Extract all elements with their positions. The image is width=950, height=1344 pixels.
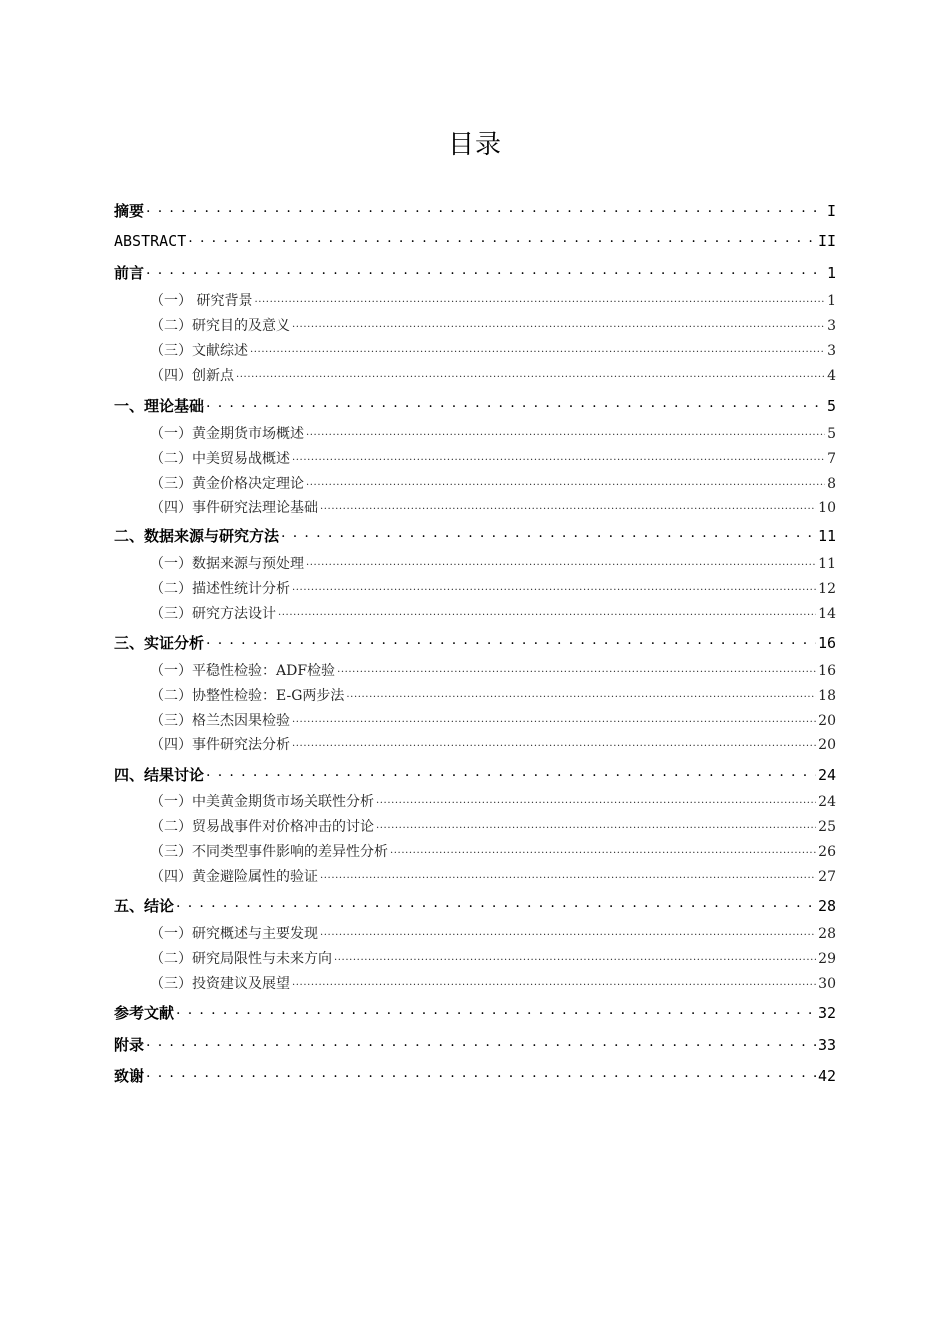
toc-leader-dots xyxy=(320,867,816,881)
toc-entry-label: （四）事件研究法理论基础 xyxy=(150,500,318,516)
toc-entry-label: 参考文献 xyxy=(114,1004,175,1022)
toc-page-number: 11 xyxy=(818,556,836,572)
toc-page-number: 5 xyxy=(826,397,836,415)
toc-page-number: 33 xyxy=(817,1036,836,1054)
toc-entry-label: （三）研究方法设计 xyxy=(150,606,276,622)
toc-entry-label: （四）创新点 xyxy=(150,368,234,384)
toc-leader-dots xyxy=(306,424,825,438)
toc-entry-label: （一）平稳性检验：ADF检验 xyxy=(150,663,336,679)
toc-page-number: 30 xyxy=(818,976,836,992)
toc-page-number: 1 xyxy=(827,293,836,309)
toc-entry-label: 二、数据来源与研究方法 xyxy=(114,527,280,545)
toc-entry-label: （一）黄金期货市场概述 xyxy=(150,426,304,442)
toc-entry-label: 四、结果讨论 xyxy=(114,766,205,784)
toc-section-entry[interactable] xyxy=(150,423,836,441)
toc-page-number: 8 xyxy=(827,476,836,492)
toc-section-entry[interactable] xyxy=(150,948,836,966)
toc-section-entry[interactable] xyxy=(150,973,836,991)
toc-page-number: 20 xyxy=(818,737,836,753)
toc-leader-dots xyxy=(254,291,825,305)
toc-leader-dots xyxy=(188,231,816,246)
toc-page-number: 29 xyxy=(818,951,836,967)
toc-entry-label: （三）投资建议及展望 xyxy=(150,976,290,992)
toc-page-number: 20 xyxy=(818,713,836,729)
toc-page-number: 18 xyxy=(818,688,836,704)
toc-chapter-entry[interactable] xyxy=(114,262,836,282)
toc-page-number: 32 xyxy=(817,1004,836,1022)
toc-chapter-entry[interactable] xyxy=(114,395,836,415)
toc-page-number: 42 xyxy=(817,1067,836,1085)
toc-section-entry[interactable] xyxy=(150,841,836,859)
toc-entry-label: （四）黄金避险属性的验证 xyxy=(150,869,318,885)
toc-leader-dots xyxy=(236,366,825,380)
toc-page-number: 10 xyxy=(818,500,836,516)
toc-leader-dots xyxy=(176,896,816,911)
toc-leader-dots xyxy=(146,1035,816,1050)
toc-section-entry[interactable] xyxy=(150,734,836,752)
toc-entry-label: ABSTRACT xyxy=(114,232,187,250)
page-title: 目录 xyxy=(447,130,502,160)
toc-entry-label: （四）事件研究法分析 xyxy=(150,737,290,753)
toc-page-number: 28 xyxy=(817,897,836,915)
toc-leader-dots xyxy=(390,842,816,856)
toc-leader-dots xyxy=(292,974,816,988)
toc-entry-label: （二）贸易战事件对价格冲击的讨论 xyxy=(150,819,374,835)
toc-page-number: II xyxy=(817,232,836,250)
toc-entry-label: （三）不同类型事件影响的差异性分析 xyxy=(150,844,388,860)
toc-chapter-entry[interactable] xyxy=(114,1002,836,1022)
toc-leader-dots xyxy=(320,924,816,938)
toc-leader-dots xyxy=(206,633,816,648)
toc-entry-label: （三）黄金价格决定理论 xyxy=(150,476,304,492)
toc-leader-dots xyxy=(376,792,816,806)
toc-page-number: 16 xyxy=(817,634,836,652)
toc-chapter-entry[interactable] xyxy=(114,895,836,915)
toc-section-entry[interactable] xyxy=(150,866,836,884)
toc-leader-dots xyxy=(281,526,816,541)
toc-entry-label: 摘要 xyxy=(114,202,145,220)
toc-entry-label: （一）数据来源与预处理 xyxy=(150,556,304,572)
toc-leader-dots xyxy=(337,661,816,675)
toc-page-number: 14 xyxy=(818,606,836,622)
toc-leader-dots xyxy=(306,554,816,568)
toc-leader-dots xyxy=(346,686,816,700)
toc-page-number: 27 xyxy=(818,869,836,885)
toc-entry-label: 致谢 xyxy=(114,1067,145,1085)
toc-leader-dots xyxy=(334,949,816,963)
toc-page-number: I xyxy=(826,202,836,220)
toc-page-number: 16 xyxy=(818,663,836,679)
toc-chapter-entry[interactable] xyxy=(114,1065,836,1085)
toc-leader-dots xyxy=(278,604,816,618)
toc-page-number: 28 xyxy=(818,926,836,942)
toc-page-number: 4 xyxy=(827,368,836,384)
toc-page-number: 24 xyxy=(818,794,836,810)
toc-section-entry[interactable] xyxy=(150,553,836,571)
toc-leader-dots xyxy=(292,579,816,593)
toc-page-number: 25 xyxy=(818,819,836,835)
toc-entry-label: （一）研究概述与主要发现 xyxy=(150,926,318,942)
toc-chapter-entry[interactable] xyxy=(114,231,836,251)
toc-chapter-entry[interactable] xyxy=(114,632,836,652)
toc-leader-dots xyxy=(306,474,825,488)
toc-entry-label: （二）描述性统计分析 xyxy=(150,581,290,597)
toc-leader-dots xyxy=(376,817,816,831)
toc-entry-label: （二）研究局限性与未来方向 xyxy=(150,951,332,967)
toc-leader-dots xyxy=(320,498,816,512)
toc-leader-dots xyxy=(292,711,816,725)
toc-section-entry[interactable] xyxy=(150,685,836,703)
toc-section-entry[interactable] xyxy=(150,923,836,941)
toc-entry-label: 三、实证分析 xyxy=(114,634,205,652)
toc-leader-dots xyxy=(206,396,825,411)
toc-leader-dots xyxy=(292,449,825,463)
toc-leader-dots xyxy=(146,263,825,278)
toc-entry-label: （二）研究目的及意义 xyxy=(150,318,290,334)
toc-section-entry[interactable] xyxy=(150,315,836,333)
toc-section-entry[interactable] xyxy=(150,473,836,491)
toc-page-number: 24 xyxy=(817,766,836,784)
toc-leader-dots xyxy=(250,341,825,355)
toc-section-entry[interactable] xyxy=(150,448,836,466)
toc-entry-label: （二）中美贸易战概述 xyxy=(150,451,290,467)
toc-entry-label: （一） 研究背景 xyxy=(150,293,253,309)
toc-chapter-entry[interactable] xyxy=(114,764,836,784)
toc-page-number: 11 xyxy=(817,527,836,545)
toc-leader-dots xyxy=(292,735,816,749)
toc-section-entry[interactable] xyxy=(150,816,836,834)
toc-entry-label: （二）协整性检验：E-G两步法 xyxy=(150,688,345,704)
toc-page-number: 7 xyxy=(827,451,836,467)
toc-page-number: 3 xyxy=(827,318,836,334)
toc-section-entry[interactable] xyxy=(150,578,836,596)
toc-leader-dots xyxy=(176,1003,816,1018)
toc-page-number: 3 xyxy=(827,343,836,359)
toc-leader-dots xyxy=(146,1066,816,1081)
toc-chapter-entry[interactable] xyxy=(114,200,836,220)
toc-entry-label: （三）文献综述 xyxy=(150,343,248,359)
toc-entry-label: 五、结论 xyxy=(114,897,175,915)
toc-section-entry[interactable] xyxy=(150,497,836,515)
toc-page-number: 1 xyxy=(826,264,836,282)
toc-entry-label: （一）中美黄金期货市场关联性分析 xyxy=(150,794,374,810)
toc-entry-label: 附录 xyxy=(114,1036,145,1054)
toc-entry-label: 一、理论基础 xyxy=(114,397,205,415)
toc-leader-dots xyxy=(206,765,816,780)
toc-section-entry[interactable] xyxy=(150,603,836,621)
toc-entry-label: 前言 xyxy=(114,264,145,282)
toc-leader-dots xyxy=(146,201,825,216)
toc-page-number: 26 xyxy=(818,844,836,860)
toc-section-entry[interactable] xyxy=(150,340,836,358)
toc-page-number: 12 xyxy=(818,581,836,597)
toc-leader-dots xyxy=(292,316,825,330)
toc-chapter-entry[interactable] xyxy=(114,525,836,545)
toc-section-entry[interactable] xyxy=(150,710,836,728)
toc-page-number: 5 xyxy=(827,426,836,442)
toc-chapter-entry[interactable] xyxy=(114,1034,836,1054)
toc-section-entry[interactable] xyxy=(150,660,836,678)
toc-entry-label: （三）格兰杰因果检验 xyxy=(150,713,290,729)
toc-section-entry[interactable] xyxy=(150,365,836,383)
toc-section-entry[interactable] xyxy=(150,290,836,308)
toc-section-entry[interactable] xyxy=(150,791,836,809)
